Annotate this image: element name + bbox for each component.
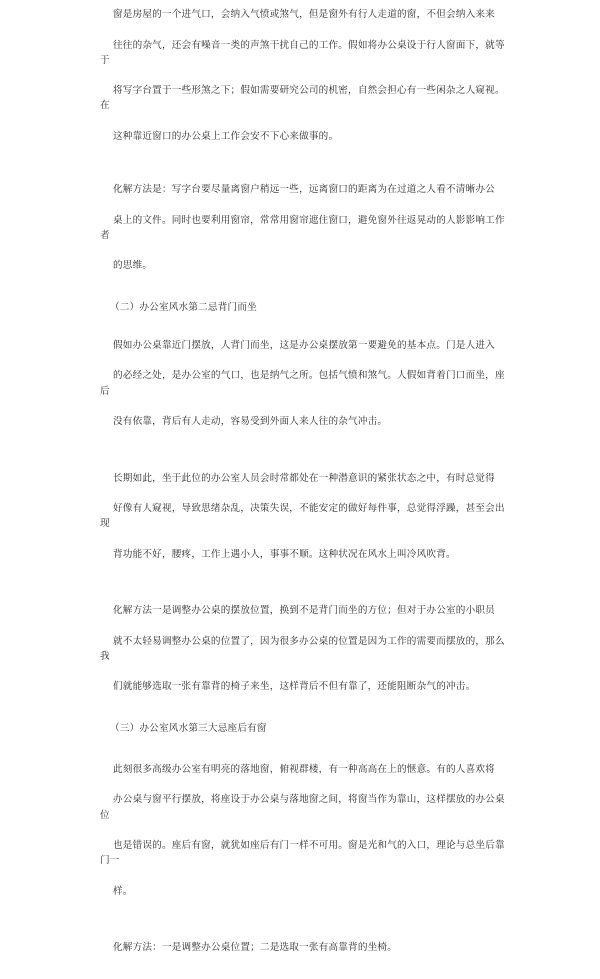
section-heading-2: （二）办公室风水第二忌背门而坐 (110, 301, 257, 313)
text-line: 化解方法：一是调整办公桌位置；二是选取一张有高靠背的坐椅。 (113, 942, 398, 954)
text-line: 化解方法一是调整办公桌的摆放位置，换到不是背门而坐的方位；但对于办公室的小职员 (113, 605, 495, 617)
paragraph-remedy-door (100, 588, 508, 710)
text-line: 桌上的文件。同时也要利用窗帘，常常用窗帘遮住窗口，避免窗外往返晃动的人影影响工作者 (100, 214, 505, 242)
text-line: 化解方法是：写字台要尽量离窗户稍远一些，远离窗口的距离为在过道之人看不清晰办公 (113, 184, 495, 196)
text-line: 假如办公桌靠近门摆放，人背门而坐，这是办公桌摆放第一要避免的基本点。门是人进入 (113, 340, 495, 352)
paragraph-gap (100, 736, 508, 747)
text-line: 们就能够选取一张有靠背的椅子来坐，这样背后不但有靠了，还能阻断杂气的冲击。 (113, 681, 476, 693)
paragraph-gap (100, 289, 508, 300)
paragraph-window-behind-seat (100, 747, 508, 914)
text-line: 就不太轻易调整办公桌的位置了，因为很多办公桌的位置是因为工作的需要而摆放的，那么我 (100, 635, 505, 662)
text-line: 办公桌与窗平行摆放，将座设于办公桌与落地窗之间，将窗当作为靠山，这样摆放的办公桌位 (100, 794, 505, 821)
paragraph-window-intake (100, 0, 508, 159)
paragraph-remedy-window (100, 167, 508, 289)
text-line: 好像有人窥视，导致思绪杂乱，决策失误，不能安定的做好每件事，总觉得浮躁，甚至会出现 (100, 503, 505, 530)
paragraph-gap (100, 710, 508, 721)
text-line: 的思维。 (113, 260, 153, 272)
section-heading-3: （三）办公室风水第三大忌座后有窗 (110, 722, 267, 734)
paragraph-long-term-effects (100, 455, 508, 577)
text-line: 没有依靠，背后有人走动，容易受到外面人来人往的杂气冲击。 (113, 416, 388, 428)
text-line: 这种靠近窗口的办公桌上工作会安不下心来做事的。 (113, 130, 339, 142)
text-line: 往往的杂气，还会有噪音一类的声煞干扰自己的工作。假如将办公桌设于行人窗面下，就等于 (100, 39, 505, 66)
text-line: 的必经之处，是办公室的气口，也是纳气之所。包括气愤和煞气。人假如背着门口而坐，座后 (100, 370, 505, 397)
paragraph-gap (100, 315, 508, 323)
paragraph-gap (100, 914, 508, 925)
text-line: 窗是房屋的一个进气口，会纳入气愤或煞气，但是窗外有行人走道的窗，不但会纳入来来 (113, 9, 495, 21)
paragraph-gap (100, 159, 508, 167)
text-line: 背功能不好，腰疼，工作上遇小人，事事不顺。这种状况在风水上叫冷风吹背。 (113, 548, 456, 560)
text-line: 长期如此，坐于此位的办公室人员会时常都处在一种潜意识的紧张状态之中，有时总觉得 (113, 472, 495, 484)
paragraph-gap (100, 577, 508, 588)
text-line: 也是错误的。座后有窗，就犹如座后有门一样不可用。窗是光和气的入口，理论与总坐后靠门一 (100, 839, 505, 867)
text-line: 样。 (113, 885, 133, 897)
text-line: 此刻很多高级办公室有明亮的落地窗，俯视群楼，有一种高高在上的惬意。有的人喜欢将 (113, 763, 495, 775)
paragraph-gap (100, 444, 508, 455)
paragraph-back-to-door (100, 323, 508, 445)
text-line: 将写字台置于一些形煞之下；假如需要研究公司的机密，自然会担心有一些闲杂之人窥视。在 (100, 85, 505, 112)
paragraph-remedy-window-behind (100, 925, 508, 971)
